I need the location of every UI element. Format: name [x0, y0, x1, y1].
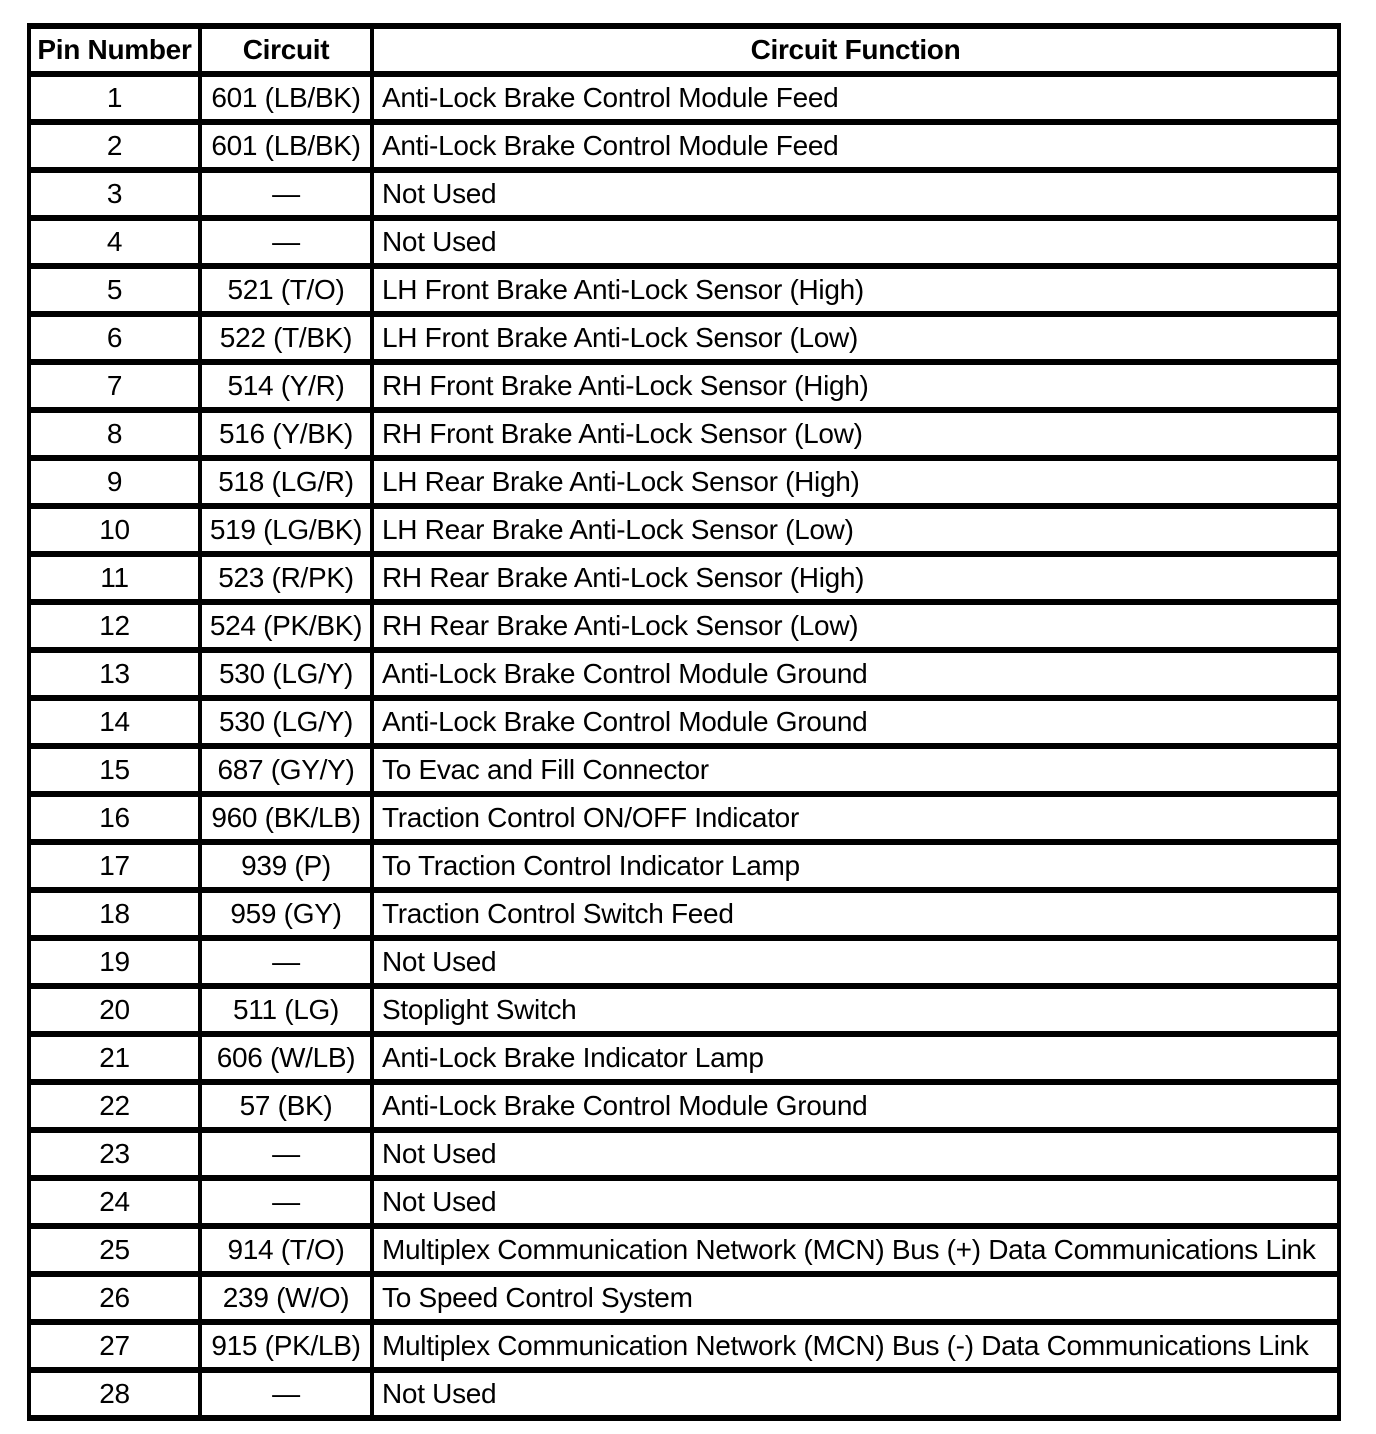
pin-number-cell: 9	[29, 458, 200, 506]
pin-number-cell: 24	[29, 1178, 200, 1226]
circuit-function-cell: LH Front Brake Anti-Lock Sensor (Low)	[372, 314, 1339, 362]
pin-number-cell: 22	[29, 1082, 200, 1130]
pin-number-cell: 6	[29, 314, 200, 362]
circuit-function-cell: Traction Control Switch Feed	[372, 890, 1339, 938]
circuit-function-cell: Not Used	[372, 1370, 1339, 1418]
pin-number-cell: 18	[29, 890, 200, 938]
pin-number-cell: 1	[29, 74, 200, 122]
pin-number-cell: 13	[29, 650, 200, 698]
circuit-function-cell: To Traction Control Indicator Lamp	[372, 842, 1339, 890]
circuit-cell: —	[200, 1130, 372, 1178]
header-circuit: Circuit	[200, 26, 372, 74]
circuit-function-cell: RH Front Brake Anti-Lock Sensor (High)	[372, 362, 1339, 410]
circuit-function-cell: Not Used	[372, 938, 1339, 986]
pin-number-cell: 16	[29, 794, 200, 842]
pin-number-cell: 3	[29, 170, 200, 218]
pin-number-cell: 4	[29, 218, 200, 266]
circuit-function-cell: Multiplex Communication Network (MCN) Bus (+) Data Communications Link	[372, 1226, 1339, 1274]
table-row	[29, 1178, 1339, 1226]
circuit-cell: 939 (P)	[200, 842, 372, 890]
circuit-cell: 511 (LG)	[200, 986, 372, 1034]
circuit-function-cell: Not Used	[372, 1130, 1339, 1178]
pin-number-cell: 25	[29, 1226, 200, 1274]
table-row	[29, 1322, 1339, 1370]
table-row	[29, 362, 1339, 410]
circuit-cell: 516 (Y/BK)	[200, 410, 372, 458]
circuit-cell: 601 (LB/BK)	[200, 122, 372, 170]
table-row	[29, 746, 1339, 794]
circuit-cell: 960 (BK/LB)	[200, 794, 372, 842]
pin-number-cell: 8	[29, 410, 200, 458]
pin-number-cell: 27	[29, 1322, 200, 1370]
circuit-function-cell: Anti-Lock Brake Control Module Ground	[372, 1082, 1339, 1130]
table-row	[29, 122, 1339, 170]
table-row	[29, 1130, 1339, 1178]
circuit-function-cell: Not Used	[372, 170, 1339, 218]
table-row	[29, 650, 1339, 698]
circuit-cell: 530 (LG/Y)	[200, 698, 372, 746]
table-row	[29, 314, 1339, 362]
circuit-cell: 959 (GY)	[200, 890, 372, 938]
circuit-cell: 601 (LB/BK)	[200, 74, 372, 122]
circuit-function-cell: LH Front Brake Anti-Lock Sensor (High)	[372, 266, 1339, 314]
circuit-cell: —	[200, 938, 372, 986]
pin-number-cell: 12	[29, 602, 200, 650]
circuit-cell: 57 (BK)	[200, 1082, 372, 1130]
pin-number-cell: 14	[29, 698, 200, 746]
table-row	[29, 698, 1339, 746]
pin-number-cell: 7	[29, 362, 200, 410]
circuit-cell: —	[200, 1370, 372, 1418]
pin-number-cell: 20	[29, 986, 200, 1034]
table-row	[29, 458, 1339, 506]
circuit-cell: 914 (T/O)	[200, 1226, 372, 1274]
circuit-function-cell: Anti-Lock Brake Control Module Ground	[372, 650, 1339, 698]
pinout-table	[27, 23, 1341, 1421]
circuit-function-cell: Anti-Lock Brake Control Module Feed	[372, 74, 1339, 122]
circuit-cell: —	[200, 218, 372, 266]
pin-number-cell: 10	[29, 506, 200, 554]
circuit-function-cell: LH Rear Brake Anti-Lock Sensor (High)	[372, 458, 1339, 506]
circuit-function-cell: RH Front Brake Anti-Lock Sensor (Low)	[372, 410, 1339, 458]
table-row	[29, 602, 1339, 650]
circuit-cell: 521 (T/O)	[200, 266, 372, 314]
pin-number-cell: 5	[29, 266, 200, 314]
circuit-function-cell: Traction Control ON/OFF Indicator	[372, 794, 1339, 842]
circuit-function-cell: Anti-Lock Brake Control Module Ground	[372, 698, 1339, 746]
pin-number-cell: 28	[29, 1370, 200, 1418]
pin-number-cell: 17	[29, 842, 200, 890]
circuit-cell: 606 (W/LB)	[200, 1034, 372, 1082]
circuit-function-cell: Not Used	[372, 218, 1339, 266]
circuit-cell: —	[200, 1178, 372, 1226]
circuit-function-cell: LH Rear Brake Anti-Lock Sensor (Low)	[372, 506, 1339, 554]
circuit-cell: 915 (PK/LB)	[200, 1322, 372, 1370]
circuit-cell: 522 (T/BK)	[200, 314, 372, 362]
circuit-cell: 239 (W/O)	[200, 1274, 372, 1322]
circuit-function-cell: RH Rear Brake Anti-Lock Sensor (Low)	[372, 602, 1339, 650]
table-row	[29, 554, 1339, 602]
table-row	[29, 266, 1339, 314]
pin-number-cell: 2	[29, 122, 200, 170]
table-row	[29, 794, 1339, 842]
table-row	[29, 74, 1339, 122]
circuit-cell: 687 (GY/Y)	[200, 746, 372, 794]
table-row	[29, 506, 1339, 554]
pin-number-cell: 19	[29, 938, 200, 986]
circuit-cell: 514 (Y/R)	[200, 362, 372, 410]
table-row	[29, 170, 1339, 218]
table-row	[29, 1274, 1339, 1322]
pin-number-cell: 26	[29, 1274, 200, 1322]
pin-number-cell: 15	[29, 746, 200, 794]
circuit-cell: 524 (PK/BK)	[200, 602, 372, 650]
table-body	[29, 74, 1339, 1418]
circuit-cell: 530 (LG/Y)	[200, 650, 372, 698]
circuit-cell: 523 (R/PK)	[200, 554, 372, 602]
circuit-function-cell: Anti-Lock Brake Control Module Feed	[372, 122, 1339, 170]
table-row	[29, 218, 1339, 266]
pin-number-cell: 11	[29, 554, 200, 602]
pin-number-cell: 23	[29, 1130, 200, 1178]
circuit-function-cell: Not Used	[372, 1178, 1339, 1226]
circuit-function-cell: Anti-Lock Brake Indicator Lamp	[372, 1034, 1339, 1082]
table-row	[29, 890, 1339, 938]
header-circuit-function: Circuit Function	[372, 26, 1339, 74]
circuit-function-cell: To Evac and Fill Connector	[372, 746, 1339, 794]
table-row	[29, 986, 1339, 1034]
circuit-cell: —	[200, 170, 372, 218]
circuit-function-cell: RH Rear Brake Anti-Lock Sensor (High)	[372, 554, 1339, 602]
table-row	[29, 1034, 1339, 1082]
circuit-function-cell: Stoplight Switch	[372, 986, 1339, 1034]
header-row	[29, 26, 1339, 74]
table-row	[29, 410, 1339, 458]
table-row	[29, 1082, 1339, 1130]
circuit-function-cell: Multiplex Communication Network (MCN) Bus (-) Data Communications Link	[372, 1322, 1339, 1370]
table-row	[29, 938, 1339, 986]
circuit-cell: 519 (LG/BK)	[200, 506, 372, 554]
table-row	[29, 1370, 1339, 1418]
table-row	[29, 1226, 1339, 1274]
table-row	[29, 842, 1339, 890]
header-pin-number: Pin Number	[29, 26, 200, 74]
pin-number-cell: 21	[29, 1034, 200, 1082]
circuit-function-cell: To Speed Control System	[372, 1274, 1339, 1322]
circuit-cell: 518 (LG/R)	[200, 458, 372, 506]
